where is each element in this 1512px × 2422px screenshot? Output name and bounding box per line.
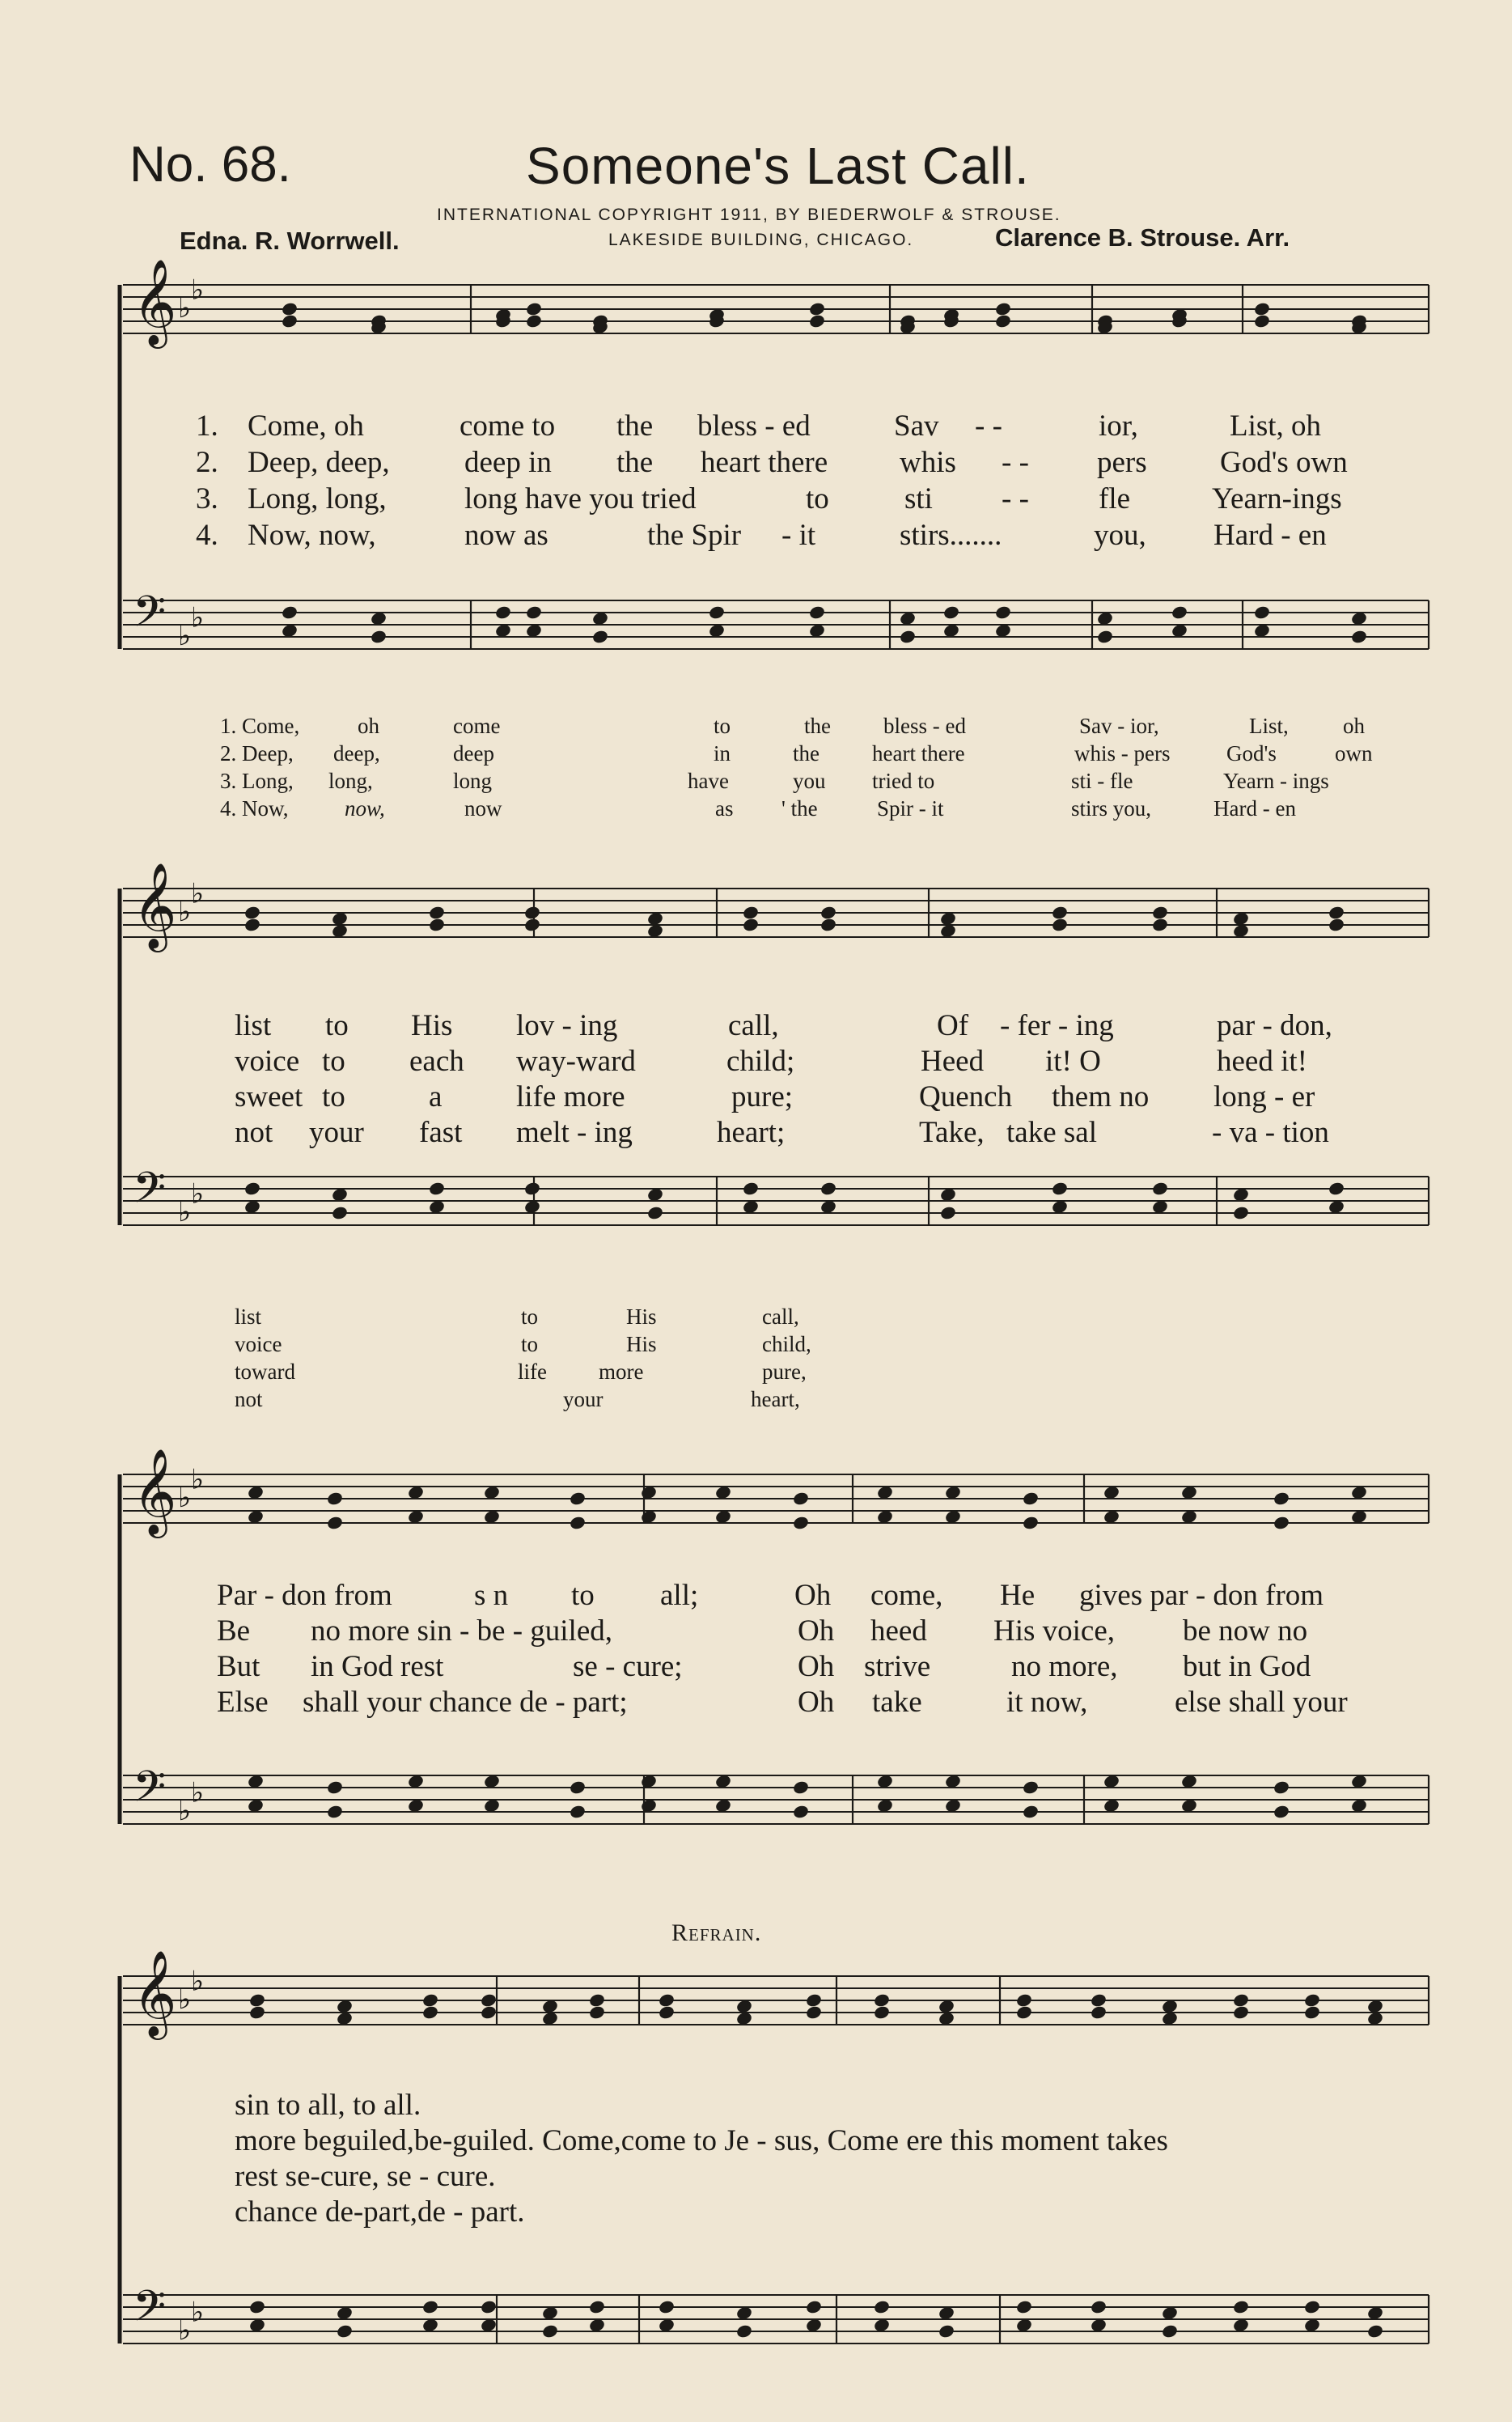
- bass-lyric: 3. Long,: [220, 769, 294, 793]
- note-head: [525, 301, 543, 316]
- lyric: - -: [1002, 446, 1029, 479]
- note-head: [742, 917, 760, 932]
- bass-lyric: call,: [762, 1304, 799, 1329]
- lyric: strive: [864, 1650, 931, 1683]
- lyric: the: [616, 409, 654, 443]
- bass-lyric: tried to: [872, 769, 935, 793]
- bass-lyric: oh: [1343, 714, 1365, 738]
- lyric: way-ward: [516, 1045, 636, 1078]
- lyric: to: [325, 1009, 349, 1042]
- note-head: [1161, 2323, 1179, 2339]
- treble-clef-icon: 𝄞: [133, 862, 177, 948]
- bass-lyric: to: [521, 1304, 539, 1329]
- lyric: you,: [1094, 519, 1146, 552]
- note-head: [873, 2004, 891, 2020]
- lyric: Par - don from: [217, 1579, 392, 1612]
- lyric: Of: [937, 1009, 969, 1042]
- lyric: Yearn-ings: [1212, 482, 1342, 515]
- note-head: [820, 905, 837, 920]
- lyric: se - cure;: [573, 1650, 683, 1683]
- bass-lyric: 4. Now,: [220, 796, 289, 821]
- verse-number: 2.: [196, 446, 218, 479]
- note-head: [994, 604, 1012, 620]
- lyric: it now,: [1006, 1686, 1088, 1719]
- note-head: [1253, 301, 1271, 316]
- note-head: [281, 313, 299, 329]
- lyric: pure;: [731, 1080, 794, 1113]
- note-head: [805, 2004, 823, 2020]
- note-head: [1151, 905, 1169, 920]
- flat-icon: ♭: [178, 292, 192, 324]
- note-head: [805, 2299, 823, 2314]
- bass-lyric: ' the: [781, 796, 818, 821]
- lyric: come to: [460, 409, 556, 443]
- lyric: Oh: [798, 1614, 835, 1648]
- lyric: Deep, deep,: [248, 446, 390, 479]
- note-head: [1151, 917, 1169, 932]
- lyric: come,: [870, 1579, 943, 1612]
- note-head: [421, 1992, 439, 2008]
- bass-lyric: Hard - en: [1213, 796, 1296, 821]
- lyric: Come, oh: [248, 409, 364, 443]
- note-head: [1350, 629, 1368, 644]
- lyric: bless - ed: [697, 409, 811, 443]
- bass-lyric: Yearn - ings: [1223, 769, 1329, 793]
- note-head: [523, 917, 541, 932]
- note-head: [742, 1181, 760, 1196]
- bass-lyric: pure,: [762, 1359, 807, 1384]
- lyric: pers: [1097, 446, 1147, 479]
- note-head: [244, 905, 261, 920]
- note-head: [792, 1491, 810, 1506]
- lyricist: Edna. R. Worrwell.: [180, 227, 400, 255]
- note-head: [1015, 1992, 1033, 2008]
- note-head: [1366, 2323, 1384, 2339]
- note-head: [588, 2004, 606, 2020]
- note-head: [569, 1515, 587, 1530]
- note-head: [370, 629, 388, 644]
- lyric: stirs.......: [900, 519, 1002, 552]
- bass-lyric: come: [453, 714, 501, 738]
- note-head: [591, 629, 609, 644]
- note-head: [820, 1181, 837, 1196]
- treble-clef-icon: 𝄞: [133, 1949, 177, 2036]
- note-head: [326, 1804, 344, 1819]
- note-head: [646, 1205, 664, 1220]
- flat-icon: ♭: [191, 877, 205, 910]
- lyric: Hard - en: [1213, 519, 1327, 552]
- lyric: Now, now,: [248, 519, 376, 552]
- note-head: [428, 917, 446, 932]
- composer: Clarence B. Strouse. Arr.: [995, 223, 1290, 252]
- bass-lyric: 1. Come,: [220, 714, 300, 738]
- note-head: [1273, 1491, 1290, 1506]
- note-head: [1253, 313, 1271, 329]
- note-head: [805, 1992, 823, 2008]
- lyric: Take,: [919, 1116, 985, 1149]
- note-head: [326, 1779, 344, 1795]
- hymn-number: No. 68.: [129, 137, 291, 193]
- note-head: [1273, 1779, 1290, 1795]
- bass-lyric: His: [626, 1332, 657, 1356]
- note-head: [421, 2004, 439, 2020]
- note-head: [1273, 1515, 1290, 1530]
- bass-lyric: oh: [358, 714, 379, 738]
- note-head: [281, 301, 299, 316]
- bass-lyric: now,: [345, 796, 385, 821]
- bass-lyric: Spir - it: [877, 796, 944, 821]
- bass-lyric: the: [793, 741, 820, 766]
- lyric: take sal: [1006, 1116, 1097, 1149]
- flat-icon: ♭: [178, 1983, 192, 2016]
- bass-lyric: sti - fle: [1071, 769, 1133, 793]
- note-head: [1232, 1205, 1250, 1220]
- note-head: [808, 301, 826, 316]
- bass-lyric: long,: [328, 769, 373, 793]
- note-head: [525, 313, 543, 329]
- lyric: sti: [904, 482, 933, 515]
- lyric: to: [806, 482, 829, 515]
- lyric: fle: [1099, 482, 1131, 515]
- note-head: [873, 1992, 891, 2008]
- bass-lyric: life: [518, 1359, 547, 1384]
- bass-lyric: child,: [762, 1332, 811, 1356]
- lyric: melt - ing: [516, 1116, 633, 1149]
- bass-lyric: have: [688, 769, 729, 793]
- lyric: it! O: [1045, 1045, 1101, 1078]
- note-head: [1090, 2004, 1108, 2020]
- lyric: He: [1000, 1579, 1036, 1612]
- flat-icon: ♭: [191, 2296, 205, 2329]
- bass-clef-icon: 𝄢: [133, 1762, 167, 1822]
- lyric: s n: [474, 1579, 509, 1612]
- bass-clef-icon: 𝄢: [133, 2282, 167, 2342]
- lyric: Else: [217, 1686, 269, 1719]
- lyric: child;: [726, 1045, 795, 1078]
- lyric: God's own: [1220, 446, 1348, 479]
- note-head: [1022, 1515, 1040, 1530]
- note-head: [658, 1992, 676, 2008]
- lyric: heed: [870, 1614, 927, 1648]
- flat-icon: ♭: [178, 1795, 192, 1827]
- note-head: [248, 1992, 266, 2008]
- note-head: [480, 1992, 498, 2008]
- bass-lyric: deep,: [333, 741, 380, 766]
- flat-icon: ♭: [191, 601, 205, 634]
- lyric: - -: [1002, 482, 1029, 515]
- lyric: to: [322, 1080, 345, 1113]
- treble-clef-icon: 𝄞: [133, 1448, 177, 1534]
- note-head: [942, 604, 960, 620]
- treble-clef-icon: 𝄞: [133, 258, 177, 345]
- bass-lyric: voice: [235, 1332, 282, 1356]
- flat-icon: ♭: [178, 1482, 192, 1514]
- lyric: His voice,: [993, 1614, 1116, 1648]
- bass-lyric: list: [235, 1304, 262, 1329]
- bass-lyric: now: [464, 796, 502, 821]
- flat-icon: ♭: [178, 620, 192, 652]
- lyric: - va - tion: [1212, 1116, 1329, 1149]
- lyric: the Spir: [647, 519, 742, 552]
- note-head: [421, 2299, 439, 2314]
- bass-lyric: God's: [1226, 741, 1277, 766]
- flat-icon: ♭: [191, 1776, 205, 1809]
- note-head: [742, 905, 760, 920]
- flat-icon: ♭: [191, 274, 205, 307]
- note-head: [331, 1205, 349, 1220]
- lyric: Sav: [894, 409, 939, 443]
- lyric: sin to all, to all.: [235, 2089, 421, 2122]
- note-head: [428, 905, 446, 920]
- lyric: Oh: [798, 1686, 835, 1719]
- lyric: else shall your: [1175, 1686, 1348, 1719]
- lyric: - -: [975, 409, 1002, 443]
- verse-number: 3.: [196, 482, 218, 515]
- note-head: [1090, 1992, 1108, 2008]
- note-head: [658, 2004, 676, 2020]
- note-head: [1303, 2004, 1321, 2020]
- bass-lyric: 2. Deep,: [220, 741, 294, 766]
- verse-number: 1.: [196, 409, 218, 443]
- lyric: par - don,: [1217, 1009, 1332, 1042]
- lyric: - it: [781, 519, 816, 552]
- note-head: [1328, 917, 1345, 932]
- lyric: - fer - ing: [1000, 1009, 1114, 1042]
- note-head: [820, 917, 837, 932]
- lyric: Heed: [921, 1045, 985, 1078]
- lyric: to: [322, 1045, 345, 1078]
- note-head: [281, 604, 299, 620]
- bass-lyric: your: [563, 1387, 604, 1411]
- note-head: [994, 313, 1012, 329]
- bass-clef-icon: 𝄢: [133, 1164, 167, 1224]
- note-head: [1022, 1779, 1040, 1795]
- publisher-address: LAKESIDE BUILDING, CHICAGO.: [608, 231, 914, 249]
- note-head: [569, 1804, 587, 1819]
- note-head: [1171, 604, 1188, 620]
- lyric: Quench: [919, 1080, 1013, 1113]
- note-head: [588, 1992, 606, 2008]
- lyric: chance de-part,de - part.: [235, 2195, 525, 2229]
- lyric: whis: [900, 446, 956, 479]
- note-head: [808, 604, 826, 620]
- note-head: [480, 2004, 498, 2020]
- bass-lyric: His: [626, 1304, 657, 1329]
- note-head: [1022, 1491, 1040, 1506]
- bass-lyric: toward: [235, 1359, 295, 1384]
- note-head: [1022, 1804, 1040, 1819]
- lyric: heart;: [717, 1116, 786, 1149]
- note-head: [523, 1181, 541, 1196]
- note-head: [792, 1515, 810, 1530]
- lyric: all;: [660, 1579, 699, 1612]
- lyric: the: [616, 446, 654, 479]
- note-head: [326, 1491, 344, 1506]
- flat-icon: ♭: [178, 2314, 192, 2347]
- note-head: [1015, 2004, 1033, 2020]
- lyric: heart there: [701, 446, 828, 479]
- note-head: [1151, 1181, 1169, 1196]
- note-head: [1328, 1181, 1345, 1196]
- lyric: lov - ing: [516, 1009, 618, 1042]
- note-head: [735, 2323, 753, 2339]
- note-head: [1232, 1992, 1250, 2008]
- lyric: not: [235, 1116, 273, 1149]
- lyric: life more: [516, 1080, 625, 1113]
- note-head: [1328, 905, 1345, 920]
- note-head: [1051, 917, 1069, 932]
- note-head: [792, 1779, 810, 1795]
- note-head: [588, 2299, 606, 2314]
- bass-lyric: stirs you,: [1071, 796, 1152, 821]
- lyric: long - er: [1213, 1080, 1315, 1113]
- lyric: Be: [217, 1614, 251, 1648]
- note-head: [1015, 2299, 1033, 2314]
- lyric: no more,: [1011, 1650, 1118, 1683]
- lyric: list: [235, 1009, 272, 1042]
- note-head: [1051, 1181, 1069, 1196]
- lyric: ior,: [1099, 409, 1138, 443]
- lyric: more beguiled,be-guiled. Come,come to Je - sus, Come ere this moment takes: [235, 2124, 1168, 2157]
- lyric: heed it!: [1217, 1045, 1307, 1078]
- bass-lyric: to: [521, 1332, 539, 1356]
- bass-lyric: in: [714, 741, 731, 766]
- bass-lyric: Sav - ior,: [1079, 714, 1159, 738]
- lyric: no more sin - be - guiled,: [311, 1614, 612, 1648]
- note-head: [1273, 1804, 1290, 1819]
- lyric: your: [309, 1116, 364, 1149]
- bass-lyric: heart there: [872, 741, 965, 766]
- lyric: be now no: [1183, 1614, 1308, 1648]
- note-head: [523, 905, 541, 920]
- note-head: [994, 301, 1012, 316]
- note-head: [248, 2004, 266, 2020]
- bass-lyric: heart,: [751, 1387, 800, 1411]
- note-head: [792, 1804, 810, 1819]
- bass-lyric: you: [793, 769, 826, 793]
- note-head: [708, 604, 726, 620]
- flat-icon: ♭: [178, 896, 192, 928]
- bass-lyric: the: [804, 714, 831, 738]
- note-head: [244, 1181, 261, 1196]
- refrain-label: Refrain.: [671, 1919, 762, 1946]
- note-head: [1303, 1992, 1321, 2008]
- lyric: List, oh: [1230, 409, 1322, 443]
- lyric: His: [411, 1009, 453, 1042]
- flat-icon: ♭: [191, 1463, 205, 1496]
- note-head: [541, 2323, 559, 2339]
- bass-lyric: whis - pers: [1074, 741, 1171, 766]
- note-head: [1232, 2004, 1250, 2020]
- bass-lyric: to: [714, 714, 731, 738]
- note-head: [873, 2299, 891, 2314]
- lyric: voice: [235, 1045, 300, 1078]
- note-head: [899, 629, 917, 644]
- bass-lyric: more: [599, 1359, 644, 1384]
- bass-lyric: long: [453, 769, 493, 793]
- lyric: Oh: [798, 1650, 835, 1683]
- note-head: [808, 313, 826, 329]
- bass-lyric: deep: [453, 741, 494, 766]
- lyric: gives par - don from: [1079, 1579, 1324, 1612]
- note-head: [336, 2323, 354, 2339]
- lyric: to: [571, 1579, 595, 1612]
- lyric: fast: [419, 1116, 463, 1149]
- lyric: shall your chance de - part;: [303, 1686, 628, 1719]
- note-head: [244, 917, 261, 932]
- lyric: But: [217, 1650, 260, 1683]
- copyright-notice: INTERNATIONAL COPYRIGHT 1911, BY BIEDERWOLF & STROUSE.: [437, 206, 1061, 224]
- lyric: take: [872, 1686, 922, 1719]
- lyric: Oh: [794, 1579, 832, 1612]
- bass-lyric: own: [1335, 741, 1373, 766]
- lyric: in God rest: [311, 1650, 444, 1683]
- note-head: [569, 1491, 587, 1506]
- note-head: [1096, 629, 1114, 644]
- note-head: [1090, 2299, 1108, 2314]
- flat-icon: ♭: [191, 1177, 205, 1211]
- note-head: [1232, 2299, 1250, 2314]
- lyric: long have you tried: [464, 482, 697, 515]
- bass-lyric: as: [715, 796, 734, 821]
- note-head: [1051, 905, 1069, 920]
- bass-lyric: not: [235, 1387, 263, 1411]
- lyric: rest se-cure, se - cure.: [235, 2160, 496, 2193]
- hymn-title: Someone's Last Call.: [526, 137, 1030, 195]
- note-head: [494, 604, 512, 620]
- bass-clef-icon: 𝄢: [133, 587, 167, 647]
- flat-icon: ♭: [178, 1196, 192, 1228]
- lyric: Long, long,: [248, 482, 387, 515]
- lyric: each: [409, 1045, 464, 1078]
- note-head: [1253, 604, 1271, 620]
- note-head: [326, 1515, 344, 1530]
- note-head: [938, 2323, 955, 2339]
- bass-lyric: List,: [1249, 714, 1289, 738]
- lyric: deep in: [464, 446, 552, 479]
- note-head: [658, 2299, 676, 2314]
- lyric: but in God: [1183, 1650, 1311, 1683]
- note-head: [939, 1205, 957, 1220]
- note-head: [480, 2299, 498, 2314]
- note-head: [1303, 2299, 1321, 2314]
- note-head: [428, 1181, 446, 1196]
- lyric: call,: [728, 1009, 779, 1042]
- flat-icon: ♭: [191, 1965, 205, 1998]
- verse-number: 4.: [196, 519, 218, 552]
- note-head: [569, 1779, 587, 1795]
- lyric: them no: [1052, 1080, 1150, 1113]
- bass-lyric: bless - ed: [883, 714, 966, 738]
- lyric: a: [429, 1080, 443, 1113]
- note-head: [248, 2299, 266, 2314]
- lyric: sweet: [235, 1080, 303, 1113]
- lyric: now as: [464, 519, 548, 552]
- note-head: [525, 604, 543, 620]
